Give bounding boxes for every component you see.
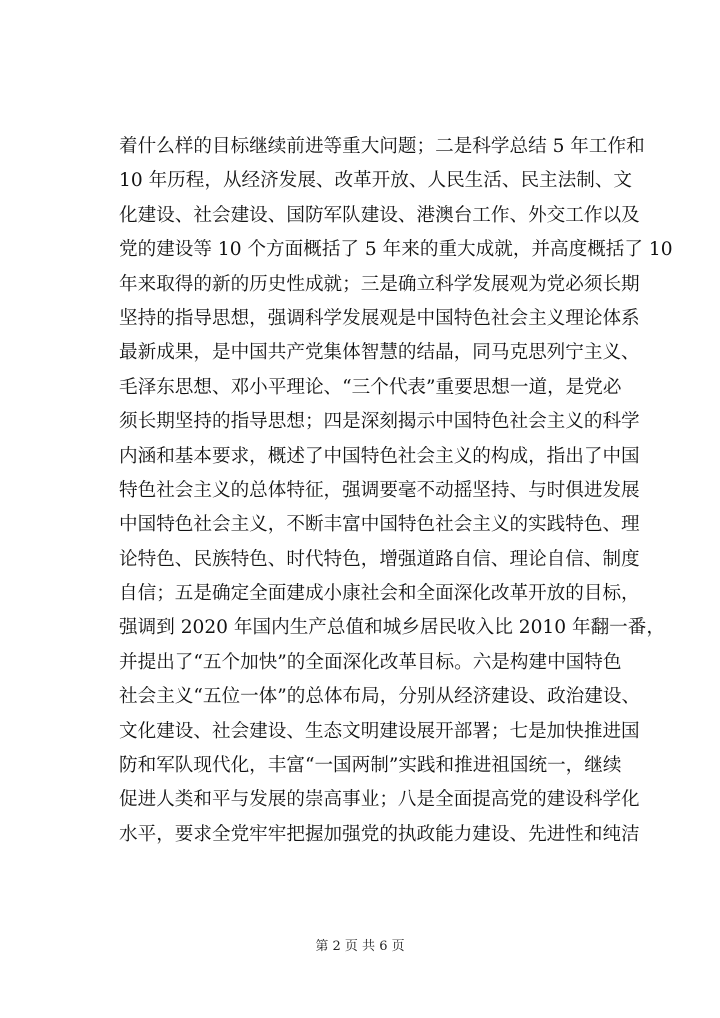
text-line: 坚持的指导思想，强调科学发展观是中国特色社会主义理论体系 (119, 307, 640, 329)
text-line: 强调到 2020 年国内生产总值和城乡居民收入比 2010 年翻一番， (119, 617, 665, 639)
text-line: 社会主义“五位一体”的总体布局，分别从经济建设、政治建设、 (119, 686, 641, 708)
text-line: 年来取得的新的历史性成就；三是确立科学发展观为党必须长期 (119, 273, 640, 295)
text-line: 特色社会主义的总体特征，强调要毫不动摇坚持、与时俱进发展 (119, 479, 640, 501)
text-line: 防和军队现代化，丰富“一国两制”实践和推进祖国统一，继续 (119, 755, 622, 777)
text-line: 党的建设等 10 个方面概括了 5 年来的重大成就，并高度概括了 10 (119, 239, 673, 261)
page-number-footer: 第 2 页 共 6 页 (315, 939, 405, 954)
text-line: 并提出了“五个加快”的全面深化改革目标。六是构建中国特色 (119, 651, 622, 673)
text-line: 着什么样的目标继续前进等重大问题；二是科学总结 5 年工作和 (119, 136, 645, 157)
text-line: 文化建设、社会建设、生态文明建设展开部署；七是加快推进国 (119, 720, 640, 742)
text-line: 水平，要求全党牢牢把握加强党的执政能力建设、先进性和纯洁 (119, 823, 640, 845)
text-line: 化建设、社会建设、国防军队建设、港澳台工作、外交工作以及 (119, 204, 640, 226)
body-text (119, 130, 673, 852)
text-line: 内涵和基本要求，概述了中国特色社会主义的构成，指出了中国 (119, 445, 640, 467)
text-line: 中国特色社会主义，不断丰富中国特色社会主义的实践特色、理 (119, 514, 640, 536)
text-line: 10 年历程，从经济发展、改革开放、人民生活、民主法制、文 (119, 170, 633, 192)
text-line: 论特色、民族特色、时代特色，增强道路自信、理论自信、制度 (119, 548, 640, 570)
text-line: 须长期坚持的指导思想；四是深刻揭示中国特色社会主义的科学 (119, 411, 640, 433)
text-line: 毛泽东思想、邓小平理论、“三个代表”重要思想一道，是党必 (119, 376, 622, 398)
text-line: 最新成果，是中国共产党集体智慧的结晶，同马克思列宁主义、 (119, 342, 640, 364)
text-line: 自信；五是确定全面建成小康社会和全面深化改革开放的目标， (119, 583, 640, 605)
text-line: 促进人类和平与发展的崇高事业；八是全面提高党的建设科学化 (119, 789, 640, 811)
